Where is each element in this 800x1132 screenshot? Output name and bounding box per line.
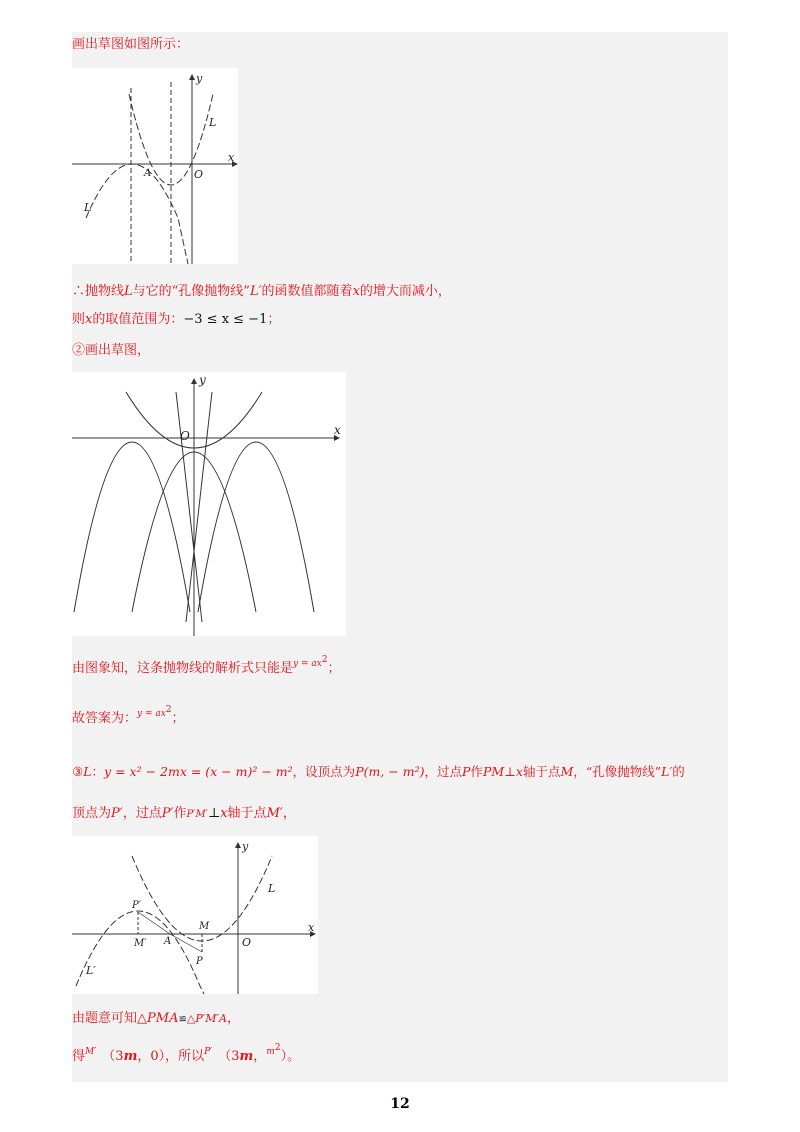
expr-text-c: ； xyxy=(327,661,341,676)
answer-text-a: 故答案为： xyxy=(72,711,138,726)
final-text-c: ，0），所以 xyxy=(137,1049,205,1064)
fig1-label-y: y xyxy=(196,72,203,85)
congruent-text-c: ， xyxy=(226,1011,240,1026)
fig3-label-P-prime: P′ xyxy=(132,900,141,911)
segment-PpA xyxy=(138,912,170,934)
perp-symbol: ⊥ xyxy=(504,764,516,779)
expr-math-main: y = ax xyxy=(293,659,322,669)
symbol-L-prime: L′ xyxy=(249,284,262,299)
symbol-M: M xyxy=(560,764,574,779)
fig2-label-x: x xyxy=(334,423,341,437)
symbol-PpMp: P′M′ xyxy=(186,809,208,820)
range-text-c: ； xyxy=(267,312,281,327)
part3-colon: ： xyxy=(91,764,105,779)
final-line xyxy=(72,1043,301,1067)
therefore-line xyxy=(72,283,451,301)
symbol-L: L xyxy=(124,284,133,299)
symbol-x: x xyxy=(515,764,523,779)
part3-text-e: 作 xyxy=(470,764,483,779)
symbol-P-prime: P′ xyxy=(111,806,123,821)
final-text-d: （3 xyxy=(218,1049,240,1064)
symbol-x: x xyxy=(220,806,228,821)
fig2-label-y: y xyxy=(199,373,206,387)
therefore-text-b: 与它的“孔像抛物线” xyxy=(132,284,250,299)
intro-text: 画出草图如图所示： xyxy=(72,37,190,52)
vertex-text-a: 顶点为 xyxy=(72,806,112,821)
congruent-line xyxy=(72,1010,240,1029)
vertex-text-f: ， xyxy=(282,806,296,821)
final-text-f: ）。 xyxy=(280,1049,301,1064)
final-text-b: （3 xyxy=(102,1049,124,1064)
fig3-label-M-prime: M′ xyxy=(134,938,147,949)
parabola-L-prime xyxy=(86,164,188,264)
answer-text-c: ； xyxy=(171,711,185,726)
part3-text-i: 的 xyxy=(672,764,685,779)
symbol-P: P xyxy=(462,764,471,779)
fig3-label-O: O xyxy=(242,936,252,949)
expr-math xyxy=(293,655,328,669)
fig3-label-P: P xyxy=(196,956,203,967)
perp-symbol: ⊥ xyxy=(207,806,221,821)
fig1-label-A: A xyxy=(144,168,152,179)
part2-text: ②画出草图， xyxy=(72,343,151,358)
fig1-label-O: O xyxy=(194,168,204,181)
figure-1 xyxy=(72,68,238,264)
vertex-text-c: 作 xyxy=(173,806,187,821)
symbol-L-prime: L′ xyxy=(661,764,673,779)
triangle-PMA: △PMA xyxy=(137,1011,179,1026)
symbol-P-prime: P′ xyxy=(204,1047,213,1057)
triangle-PpMpA: △P′M′A xyxy=(186,1012,227,1025)
fig1-label-L-prime: L′ xyxy=(84,201,94,214)
range-inequality: −3 ≤ x ≤ −1 xyxy=(183,312,268,327)
symbol-x: x xyxy=(352,284,360,299)
parabola-left-down xyxy=(74,442,190,612)
figure-2 xyxy=(72,372,346,636)
symbol-x: x xyxy=(85,312,93,327)
m-squared xyxy=(266,1043,281,1057)
part3-marker: ③ xyxy=(72,764,84,779)
therefore-text-d: 的增大而减小， xyxy=(359,284,451,299)
congruent-symbol: ≌ xyxy=(178,1014,187,1025)
y-arrow xyxy=(235,842,241,848)
parabola-right-down xyxy=(198,442,314,612)
part3-text-h: ，“孔像抛物线” xyxy=(573,764,662,779)
m-squared-base: m xyxy=(266,1047,275,1057)
fig3-label-L-prime: L′ xyxy=(86,964,96,977)
range-text-a: 则 xyxy=(72,312,86,327)
expression-line xyxy=(72,655,341,679)
final-text-a: 得 xyxy=(72,1049,86,1064)
fig3-label-x: x xyxy=(308,921,315,934)
range-line xyxy=(72,311,280,329)
symbol-L: L xyxy=(83,764,92,779)
symbol-m: m xyxy=(239,1049,254,1064)
expr-sup: 2 xyxy=(321,655,328,665)
y-arrow xyxy=(191,378,197,384)
congruent-text-a: 由题意可知 xyxy=(72,1011,138,1026)
vertex-coordinates: (m, − m²) xyxy=(363,764,425,779)
vertex-line xyxy=(72,805,296,824)
parabola-L-prime xyxy=(76,911,204,994)
answer-sup: 2 xyxy=(165,705,172,715)
therefore-text-c: 的函数值都随着 xyxy=(261,284,353,299)
steep-line-1 xyxy=(176,392,202,622)
fig1-label-L: L xyxy=(209,116,217,129)
part3-text-c: ，设顶点为 xyxy=(292,764,356,779)
symbol-P: P xyxy=(355,764,364,779)
part3-text-g: 轴于点 xyxy=(522,764,561,779)
vertex-text-e: 轴于点 xyxy=(227,806,267,821)
m-squared-sup: 2 xyxy=(274,1043,281,1053)
symbol-P-prime: P′ xyxy=(161,806,174,821)
fig3-label-y: y xyxy=(242,840,249,853)
vertex-text-b: ，过点 xyxy=(122,806,162,821)
symbol-m: m xyxy=(123,1049,138,1064)
page-number: 12 xyxy=(390,1096,410,1112)
therefore-text-a: ∴抛物线 xyxy=(72,284,125,299)
range-text-b: 的取值范围为： xyxy=(92,312,184,327)
segment-AP xyxy=(170,934,202,952)
symbol-PM: PM xyxy=(482,764,505,779)
fig3-label-M: M xyxy=(199,921,210,932)
answer-math-main: y = ax xyxy=(137,709,166,719)
symbol-M-prime: M′ xyxy=(266,806,283,821)
expr-text-a: 由图象知，这条抛物线的解析式只能是 xyxy=(72,661,294,676)
fig2-label-O: O xyxy=(180,429,190,443)
symbol-M-prime: M′ xyxy=(85,1047,97,1057)
answer-math xyxy=(137,705,172,719)
answer-line xyxy=(72,705,185,729)
final-text-e: ， xyxy=(253,1049,267,1064)
part3-line xyxy=(72,763,685,781)
y-arrow xyxy=(189,74,195,80)
fig3-label-A: A xyxy=(164,936,172,947)
part3-equation: y = x² − 2mx = (x − m)² − m² xyxy=(104,764,293,779)
part3-text-d: ，过点 xyxy=(424,764,462,779)
steep-line-2 xyxy=(186,392,212,622)
fig1-label-x: x xyxy=(228,151,235,164)
figure-3 xyxy=(72,836,318,994)
fig3-label-L: L xyxy=(268,882,276,895)
